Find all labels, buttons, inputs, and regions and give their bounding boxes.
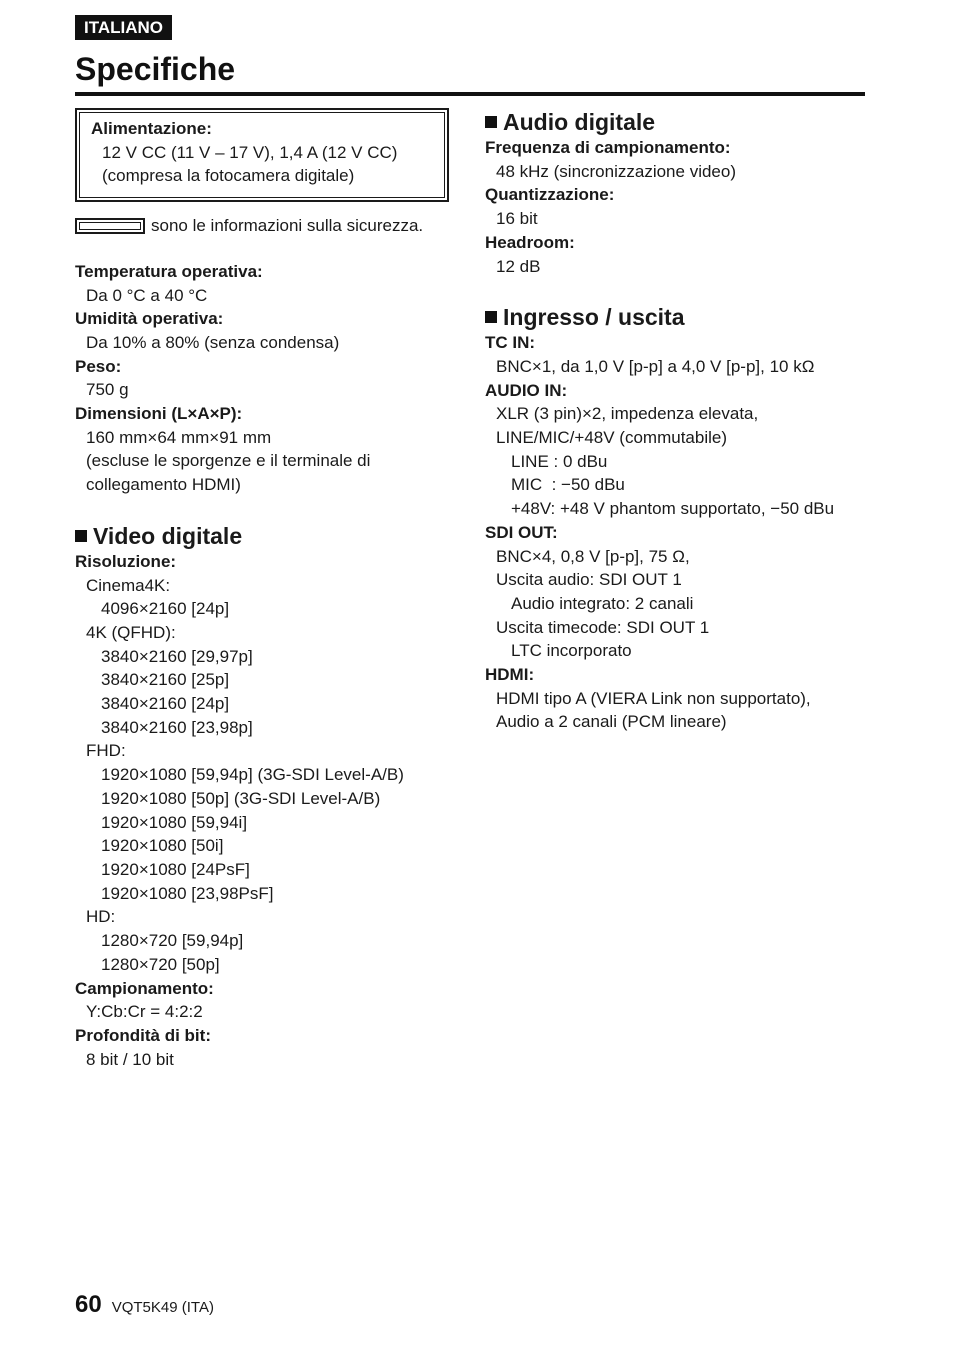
section-heading-io <box>485 303 885 331</box>
section-heading-text: Video digitale <box>93 522 243 549</box>
spec-subgroup: 4K (QFHD): <box>86 622 176 642</box>
spec-value: 12 dB <box>496 256 541 276</box>
spec-value: 4096×2160 [24p] <box>101 599 230 619</box>
spec-value: Uscita timecode: SDI OUT 1 <box>496 617 710 637</box>
spec-value: 3840×2160 [24p] <box>101 694 230 714</box>
spec-value: LTC incorporato <box>511 641 632 661</box>
spec-value: Y:Cb:Cr = 4:2:2 <box>86 1002 203 1022</box>
spec-value: HDMI tipo A (VIERA Link non supportato), <box>496 688 811 708</box>
spec-label: Frequenza di campionamento: <box>485 138 731 157</box>
safety-box-icon <box>75 218 145 234</box>
spec-label: Quantizzazione: <box>485 185 615 205</box>
spec-value: 1920×1080 [24PsF] <box>101 859 250 879</box>
spec-label: TC IN: <box>485 333 536 353</box>
spec-label: HDMI: <box>485 665 535 685</box>
spec-value: 3840×2160 [23,98p] <box>101 717 253 737</box>
spec-value: collegamento HDMI) <box>86 475 241 495</box>
spec-value: Uscita audio: SDI OUT 1 <box>496 570 682 590</box>
spec-value: 1280×720 [59,94p] <box>101 931 244 951</box>
spec-value: 8 bit / 10 bit <box>86 1049 174 1069</box>
spec-value: 1920×1080 [59,94p] (3G-SDI Level-A/B) <box>101 765 404 785</box>
section-heading-video <box>75 522 465 550</box>
spec-value: 1920×1080 [50p] (3G-SDI Level-A/B) <box>101 788 381 808</box>
spec-label: Campionamento: <box>75 978 214 998</box>
spec-label: Dimensioni (L×A×P): <box>75 404 243 424</box>
section-heading-audio <box>485 108 885 136</box>
spec-label: SDI OUT: <box>485 522 558 542</box>
spec-subgroup: Cinema4K: <box>86 575 171 595</box>
safety-legend <box>75 214 465 238</box>
spec-value: LINE : 0 dBu <box>511 451 608 471</box>
spec-value: Da 0 °C a 40 °C <box>86 285 208 305</box>
document-code: VQT5K49 (ITA) <box>111 1299 214 1316</box>
spec-label: Profondità di bit: <box>75 1025 211 1045</box>
spec-label: Headroom: <box>485 232 575 252</box>
spec-label: Temperatura operativa: <box>75 261 263 281</box>
spec-label: Risoluzione: <box>75 551 177 571</box>
spec-value: 3840×2160 [25p] <box>101 670 230 690</box>
spec-value: 16 bit <box>496 209 538 229</box>
title-rule <box>75 92 865 96</box>
square-bullet-icon <box>485 311 497 323</box>
spec-subgroup: HD: <box>86 907 116 927</box>
section-heading-text: Ingresso / uscita <box>503 304 685 331</box>
power-label: Alimentazione: <box>91 119 212 138</box>
spec-value: LINE/MIC/+48V (commutabile) <box>496 428 727 448</box>
left-column <box>75 108 465 1071</box>
square-bullet-icon <box>75 530 87 542</box>
page-title: Specifiche <box>75 51 236 87</box>
spec-subgroup: FHD: <box>86 741 126 761</box>
spec-value: 1280×720 [50p] <box>101 954 220 974</box>
spec-value: BNC×1, da 1,0 V [p-p] a 4,0 V [p-p], 10 kΩ <box>496 356 815 376</box>
spec-value: MIC : −50 dBu <box>511 475 625 495</box>
spec-value: Audio integrato: 2 canali <box>511 593 694 613</box>
spec-value: 3840×2160 [29,97p] <box>101 646 253 666</box>
safety-box <box>75 108 449 202</box>
spec-value: 1920×1080 [59,94i] <box>101 812 248 832</box>
spec-value: 48 kHz (sincronizzazione video) <box>496 161 736 181</box>
safety-legend-text: sono le informazioni sulla sicurezza. <box>151 216 424 236</box>
spec-label: AUDIO IN: <box>485 380 568 400</box>
square-bullet-icon <box>485 116 497 128</box>
language-badge: ITALIANO <box>75 15 172 40</box>
power-line: 12 V CC (11 V – 17 V), 1,4 A (12 V CC) <box>102 142 398 162</box>
spec-value: (escluse le sporgenze e il terminale di <box>86 451 371 471</box>
spec-value: BNC×4, 0,8 V [p-p], 75 Ω, <box>496 546 690 566</box>
spec-label: Peso: <box>75 356 122 376</box>
spec-value: 750 g <box>86 380 129 400</box>
page-number: 60 <box>75 1291 102 1318</box>
spec-value: +48V: +48 V phantom supportato, −50 dBu <box>511 499 835 519</box>
power-line: (compresa la fotocamera digitale) <box>102 166 355 186</box>
spec-value: 1920×1080 [50i] <box>101 836 224 856</box>
spec-value: Audio a 2 canali (PCM lineare) <box>496 712 727 732</box>
spec-value: XLR (3 pin)×2, impedenza elevata, <box>496 404 759 424</box>
spec-value: Da 10% a 80% (senza condensa) <box>86 332 340 352</box>
right-column <box>485 108 885 734</box>
section-heading-text: Audio digitale <box>503 109 656 135</box>
spec-label: Umidità operativa: <box>75 309 224 329</box>
spec-value: 1920×1080 [23,98PsF] <box>101 883 274 903</box>
page-footer <box>75 1291 214 1319</box>
spec-value: 160 mm×64 mm×91 mm <box>86 427 272 447</box>
